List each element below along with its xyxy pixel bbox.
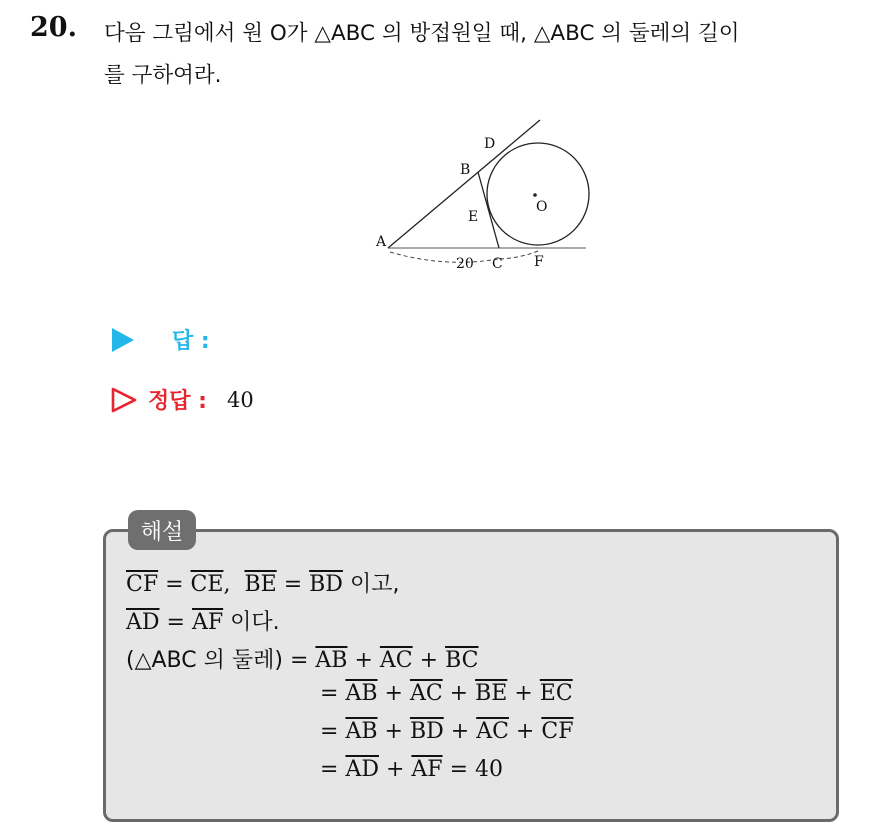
question-number: 20.	[30, 12, 77, 43]
label-c: C	[492, 256, 503, 272]
label-b: B	[460, 162, 471, 178]
label-o: O	[536, 199, 548, 215]
dimension-ac	[390, 252, 498, 262]
solution-line-2: $\overline{AD} = \overline{AF}$ 이다.	[126, 610, 280, 635]
label-a: A	[376, 234, 387, 250]
label-length: 20	[456, 256, 474, 272]
solution-line-3: (△ABC 의 둘레) = $\overline{AB} + \overline{AC} + \overline{BC}$	[126, 648, 479, 673]
answer-row	[110, 324, 210, 355]
label-d: D	[484, 136, 496, 152]
dimension-cf	[500, 251, 538, 259]
solution-line-1: $\overline{CF} = \overline{CE}$, $\overline{BE} = \overline{BD}$ 이고,	[126, 572, 400, 597]
correct-answer-row	[110, 384, 254, 415]
question-text-line-1: 다음 그림에서 원 O가 △ABC 의 방접원일 때, △ABC 의 둘레의 길이	[104, 21, 740, 46]
solution-tab: 해설	[128, 510, 196, 550]
correct-answer-label: 정답 :	[148, 389, 207, 414]
play-filled-icon	[110, 327, 136, 353]
answer-label: 답 :	[172, 329, 210, 354]
line-ad	[388, 120, 540, 248]
label-f: F	[534, 254, 544, 270]
play-outline-icon	[110, 387, 138, 413]
label-e: E	[468, 209, 479, 225]
excircle	[487, 143, 589, 245]
correct-answer-value: 40	[226, 387, 254, 412]
center-point	[533, 193, 537, 197]
solution-line-4: = $\overline{AB} + \overline{AC} + \overline{BE} + \overline{EC}$	[320, 681, 573, 706]
question-text-line-2: 를 구하여라.	[104, 63, 222, 88]
solution-line-5: = $\overline{AB} + \overline{BD} + \overline{AC} + \overline{CF}$	[320, 719, 574, 744]
geometry-figure	[370, 118, 600, 278]
solution-line-6: = $\overline{AD} + \overline{AF} = 40$	[320, 757, 503, 782]
